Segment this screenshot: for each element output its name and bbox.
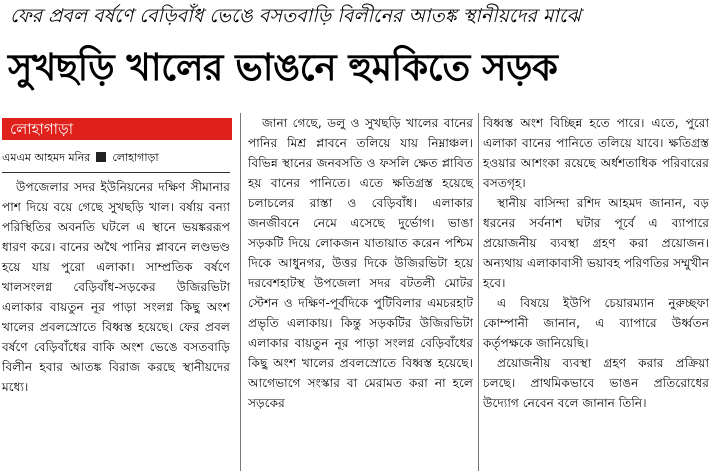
byline-divider — [2, 172, 230, 173]
column-rule — [240, 113, 241, 471]
article-paragraph: জানা গেছে, ডলু ও সুখছড়ি খালের বানের পানির মিশ্র প্লাবনে তলিয়ে যায় নিম্নাঞ্চল। বিভিন্ন স্থানের জনবসতি ও ফসলি ক্ষেত প্লাবিত হয় বানের পানিতে। এতে ক্ষতিগ্রস্ত হয়েছে চলাচলের রাস্তা ও বেড়িবাঁধ। এলাকার জনজীবনে নেমে এসেছে দুর্ভোগ। ভাঙা সড়কটি দিয়ে লোকজন যাতায়াত করেন পশ্চিম দিকে আধুনগর, উত্তর দিকে উজিরভিটা হয়ে দরবেশহাটস্থ উপজেলা সদর বটতলী মোটর স্টেশন ও দক্ষিণ-পূর্বদিকে পুটিবিলার এমচরহাট প্রভৃতি এলাকায়। কিন্তু সড়কটির উজিরভিটা এলাকার বায়তুন নূর পাড়া সংলগ্ন বেড়িবাঁধের কিছু অংশ খালের প্রবলস্রোতে বিধ্বস্ত হয়েছে। আগেভাগে সংস্কার বা মেরামত করা না হলে সড়কের — [248, 116, 473, 410]
article-column-2 — [248, 113, 473, 413]
section-label: লোহাগাড়া — [2, 118, 232, 140]
reporter-name: এমএম আহমদ মনির — [2, 151, 91, 164]
article-column-1 — [2, 113, 230, 397]
kicker-headline: ফের প্রবল বর্ষণে বেড়িবাঁধ ভেঙে বসতবাড়ি বিলীনের আতঙ্ক স্থানীয়দের মাঝে — [10, 5, 581, 27]
article-paragraph: এ বিষয়ে ইউপি চেয়ারম্যান নুরুচ্ছফা কোম্পানী জানান, এ ব্যাপারে উর্ধ্বতন কর্তৃপক্ষকে জানিয়েছি। — [483, 296, 709, 350]
column-rule — [478, 113, 479, 471]
square-separator-icon — [96, 152, 106, 162]
byline — [2, 150, 230, 166]
main-headline: সুখছড়ি খালের ভাঙনে হুমকিতে সড়ক — [8, 46, 558, 89]
article-paragraph: বিধ্বস্ত অংশ বিচ্ছিন্ন হতে পারে। এতে, পুরো এলাকা বানের পানিতে তলিয়ে যাবে। ক্ষতিগ্রস্ত হওয়ার আশংকা রয়েছে অর্ধশতাধিক পরিবারের বসতগৃহ। — [483, 116, 709, 190]
dateline-place: লোহাগাড়া — [112, 151, 159, 164]
article-paragraph: প্রয়োজনীয় ব্যবস্থা গ্রহণ করার প্রক্রিয়া চলছে। প্রাথমিকভাবে ভাঙন প্রতিরোধের উদ্যোগ নেবেন বলে জানান তিনি। — [483, 356, 709, 410]
article-paragraph: স্থানীয় বাসিন্দা রশিদ আহমদ জানান, বড় ধরনের সর্বনাশ ঘটার পূর্বে এ ব্যাপারে প্রয়োজনীয় ব্যবস্থা গ্রহণ করা প্রয়োজন। অন্যথায় এলাকাবাসী ভয়াবহ পরিণতির সম্মুখীন হবে। — [483, 196, 709, 290]
article-paragraph: উপজেলার সদর ইউনিয়নের দক্ষিণ সীমানার পাশ দিয়ে বয়ে গেছে সুখছড়ি খাল। বর্ষায় বন্যা পরিস্থিতির অবনতি ঘটলে এ স্থানে ভয়ঙ্কররূপ ধারণ করে। বানের অথৈ পানির প্লাবনে লণ্ডভণ্ড হয়ে যায় পুরো এলাকা। সাম্প্রতিক বর্ষণে খালসংলগ্ন বেড়িবাঁধ-সড়কের উজিরভিটা এলাকার বায়তুন নূর পাড়া সংলগ্ন কিছু অংশ খালের প্রবলস্রোতে বিধ্বস্ত হয়েছে। ফের প্রবল বর্ষণে বেড়িবাঁধের বাকি অংশ ভেঙে বসতবাড়ি বিলীন হবার আতঙ্ক বিরাজ করছে স্থানীয়দের মধ্যে। — [2, 180, 230, 394]
article-column-3 — [483, 113, 709, 413]
